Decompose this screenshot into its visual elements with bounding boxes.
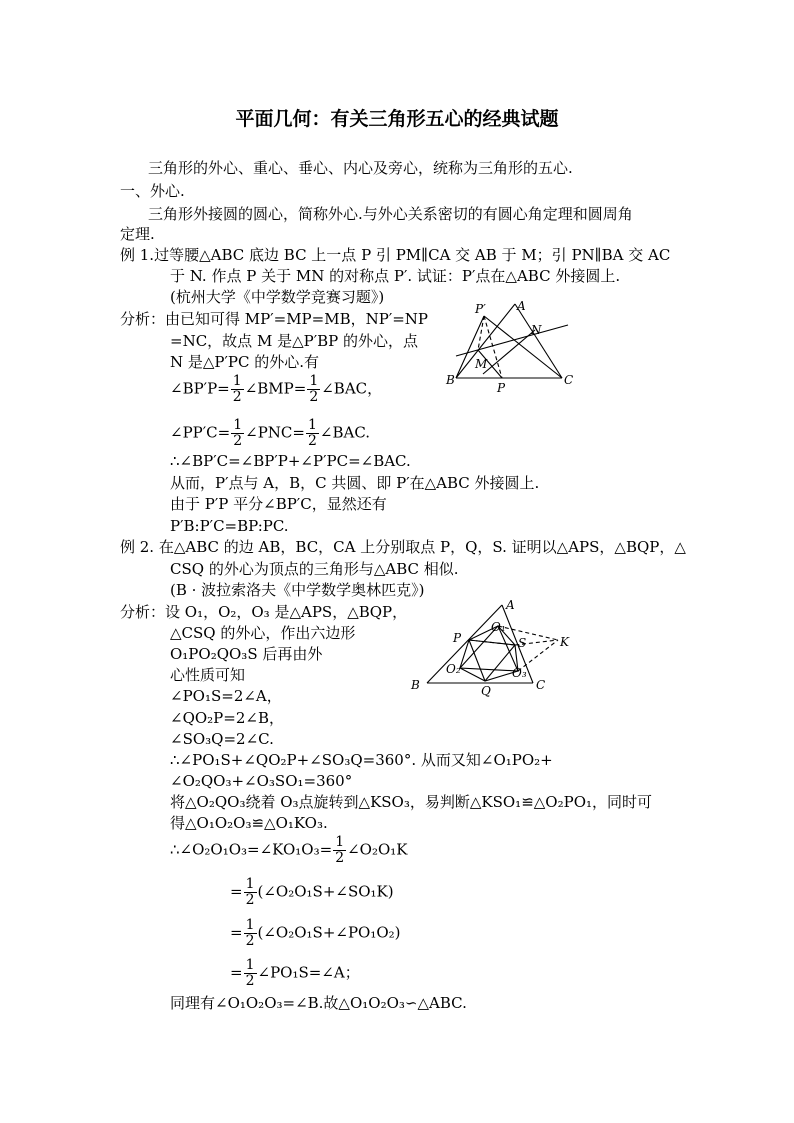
point-label: A bbox=[517, 299, 526, 313]
analysis-2-line: △CSQ 的外心，作出六边形 bbox=[170, 624, 356, 642]
point-label: O₁ bbox=[491, 620, 506, 634]
fraction: $\frac{1}{2}$ bbox=[245, 876, 255, 908]
point-label: A bbox=[506, 598, 515, 612]
analysis-2-line: ∴∠PO₁S+∠QO₂P+∠SO₃Q=360°. 从而又知∠O₁PO₂+ bbox=[170, 751, 553, 769]
point-label: M bbox=[475, 357, 488, 371]
fraction: $\frac{1}{2}$ bbox=[307, 417, 317, 449]
fraction: $\frac{1}{2}$ bbox=[233, 417, 243, 449]
analysis-2-equation: ∴∠O₂O₁O₃=∠KO₁O₃= $\frac{1}{2}$ ∠O₂O₁K bbox=[170, 834, 408, 866]
analysis-1-line: P′B:P′C=BP:PC. bbox=[170, 517, 289, 535]
example-2-statement: CSQ 的外心为顶点的三角形与△ABC 相似. bbox=[170, 560, 459, 578]
analysis-1-line: 由于 P′P 平分∠BP′C，显然还有 bbox=[170, 495, 387, 513]
section-text: 三角形外接圆的圆心，简称外心.与外心关系密切的有圆心角定理和圆周角 bbox=[148, 205, 633, 223]
point-label: B bbox=[446, 373, 455, 387]
analysis-2-line: ∠PO₁S=2∠A， bbox=[170, 687, 282, 705]
analysis-2-equation: = $\frac{1}{2}$ ∠PO₁S=∠A； bbox=[230, 957, 360, 989]
example-1-statement: 例 1.过等腰△ABC 底边 BC 上一点 P 引 PM∥CA 交 AB 于 M；引 PN∥BA 交 AC bbox=[120, 246, 671, 264]
fraction: $\frac{1}{2}$ bbox=[232, 373, 242, 405]
analysis-1-equation: ∠BP′P= $\frac{1}{2}$ ∠BMP= $\frac{1}{2}$ ∠BAC， bbox=[170, 373, 383, 405]
analysis-2-line: ∠QO₂P=2∠B， bbox=[170, 709, 284, 727]
analysis-2-line: ∠O₂QO₃+∠O₃SO₁=360° bbox=[170, 772, 353, 790]
point-label: B bbox=[411, 678, 420, 692]
analysis-1-equation: ∠PP′C= $\frac{1}{2}$ ∠PNC= $\frac{1}{2}$ ∠BAC. bbox=[170, 417, 371, 449]
point-label: K bbox=[560, 635, 569, 649]
analysis-1-line: =NC，故点 M 是△P′BP 的外心，点 bbox=[170, 332, 418, 350]
analysis-2-line: ∠SO₃Q=2∠C. bbox=[170, 730, 274, 748]
analysis-1-line: ∴∠BP′C=∠BP′P+∠P′PC=∠BAC. bbox=[170, 452, 411, 470]
page-title: 平面几何：有关三角形五心的经典试题 bbox=[235, 108, 559, 130]
point-label: C bbox=[536, 678, 546, 692]
example-1-statement: 于 N. 作点 P 关于 MN 的对称点 P′. 试证：P′点在△ABC 外接圆上. bbox=[170, 267, 621, 285]
point-label: P′ bbox=[475, 302, 486, 316]
point-label: P bbox=[497, 381, 506, 395]
analysis-2-line: 将△O₂QO₃绕着 O₃点旋转到△KSO₃，易判断△KSO₁≌△O₂PO₁，同时可 bbox=[170, 793, 653, 811]
analysis-1-line: 分析：由已知可得 MP′=MP=MB，NP′=NP bbox=[120, 310, 429, 328]
analysis-2-equation: = $\frac{1}{2}$ (∠O₂O₁S+∠SO₁K) bbox=[230, 876, 394, 908]
intro-text: 三角形的外心、重心、垂心、内心及旁心，统称为三角形的五心. bbox=[148, 159, 573, 177]
analysis-1-line: N 是△P′PC 的外心.有 bbox=[170, 353, 320, 371]
analysis-2-line: 心性质可知 bbox=[170, 666, 246, 684]
analysis-2-line: 同理有∠O₁O₂O₃=∠B.故△O₁O₂O₃∽△ABC. bbox=[170, 994, 467, 1012]
section-heading: 一、外心. bbox=[120, 182, 185, 200]
analysis-2-equation: = $\frac{1}{2}$ (∠O₂O₁S+∠PO₁O₂) bbox=[230, 917, 401, 949]
analysis-2-line: O₁PO₂QO₃S 后再由外 bbox=[170, 645, 323, 663]
point-label: C bbox=[564, 373, 574, 387]
point-label: O₂ bbox=[446, 662, 461, 676]
example-1-source: (杭州大学《中学数学竞赛习题》) bbox=[170, 288, 385, 306]
point-label: N bbox=[531, 323, 542, 337]
example-2-source: (B · 波拉索洛夫《中学数学奥林匹克》) bbox=[170, 581, 425, 599]
section-text: 定理. bbox=[120, 225, 155, 243]
figure-1-triangle bbox=[440, 298, 590, 398]
analysis-1-line: 从而，P′点与 A，B，C 共圆、即 P′在△ABC 外接圆上. bbox=[170, 474, 540, 492]
fraction: $\frac{1}{2}$ bbox=[245, 957, 255, 989]
fraction: $\frac{1}{2}$ bbox=[309, 373, 319, 405]
fraction: $\frac{1}{2}$ bbox=[335, 834, 345, 866]
point-label: O₃ bbox=[512, 666, 527, 680]
point-label: S bbox=[518, 636, 527, 650]
analysis-2-line: 分析：设 O₁，O₂，O₃ 是△APS，△BQP， bbox=[120, 603, 408, 621]
point-label: Q bbox=[481, 684, 491, 698]
figure-2-triangle bbox=[405, 595, 585, 700]
example-2-statement: 例 2. 在△ABC 的边 AB，BC，CA 上分别取点 P，Q，S. 证明以△APS，△BQP，△ bbox=[120, 538, 686, 556]
point-label: P bbox=[453, 631, 462, 645]
analysis-2-line: 得△O₁O₂O₃≌△O₁KO₃. bbox=[170, 814, 328, 832]
fraction: $\frac{1}{2}$ bbox=[245, 917, 255, 949]
